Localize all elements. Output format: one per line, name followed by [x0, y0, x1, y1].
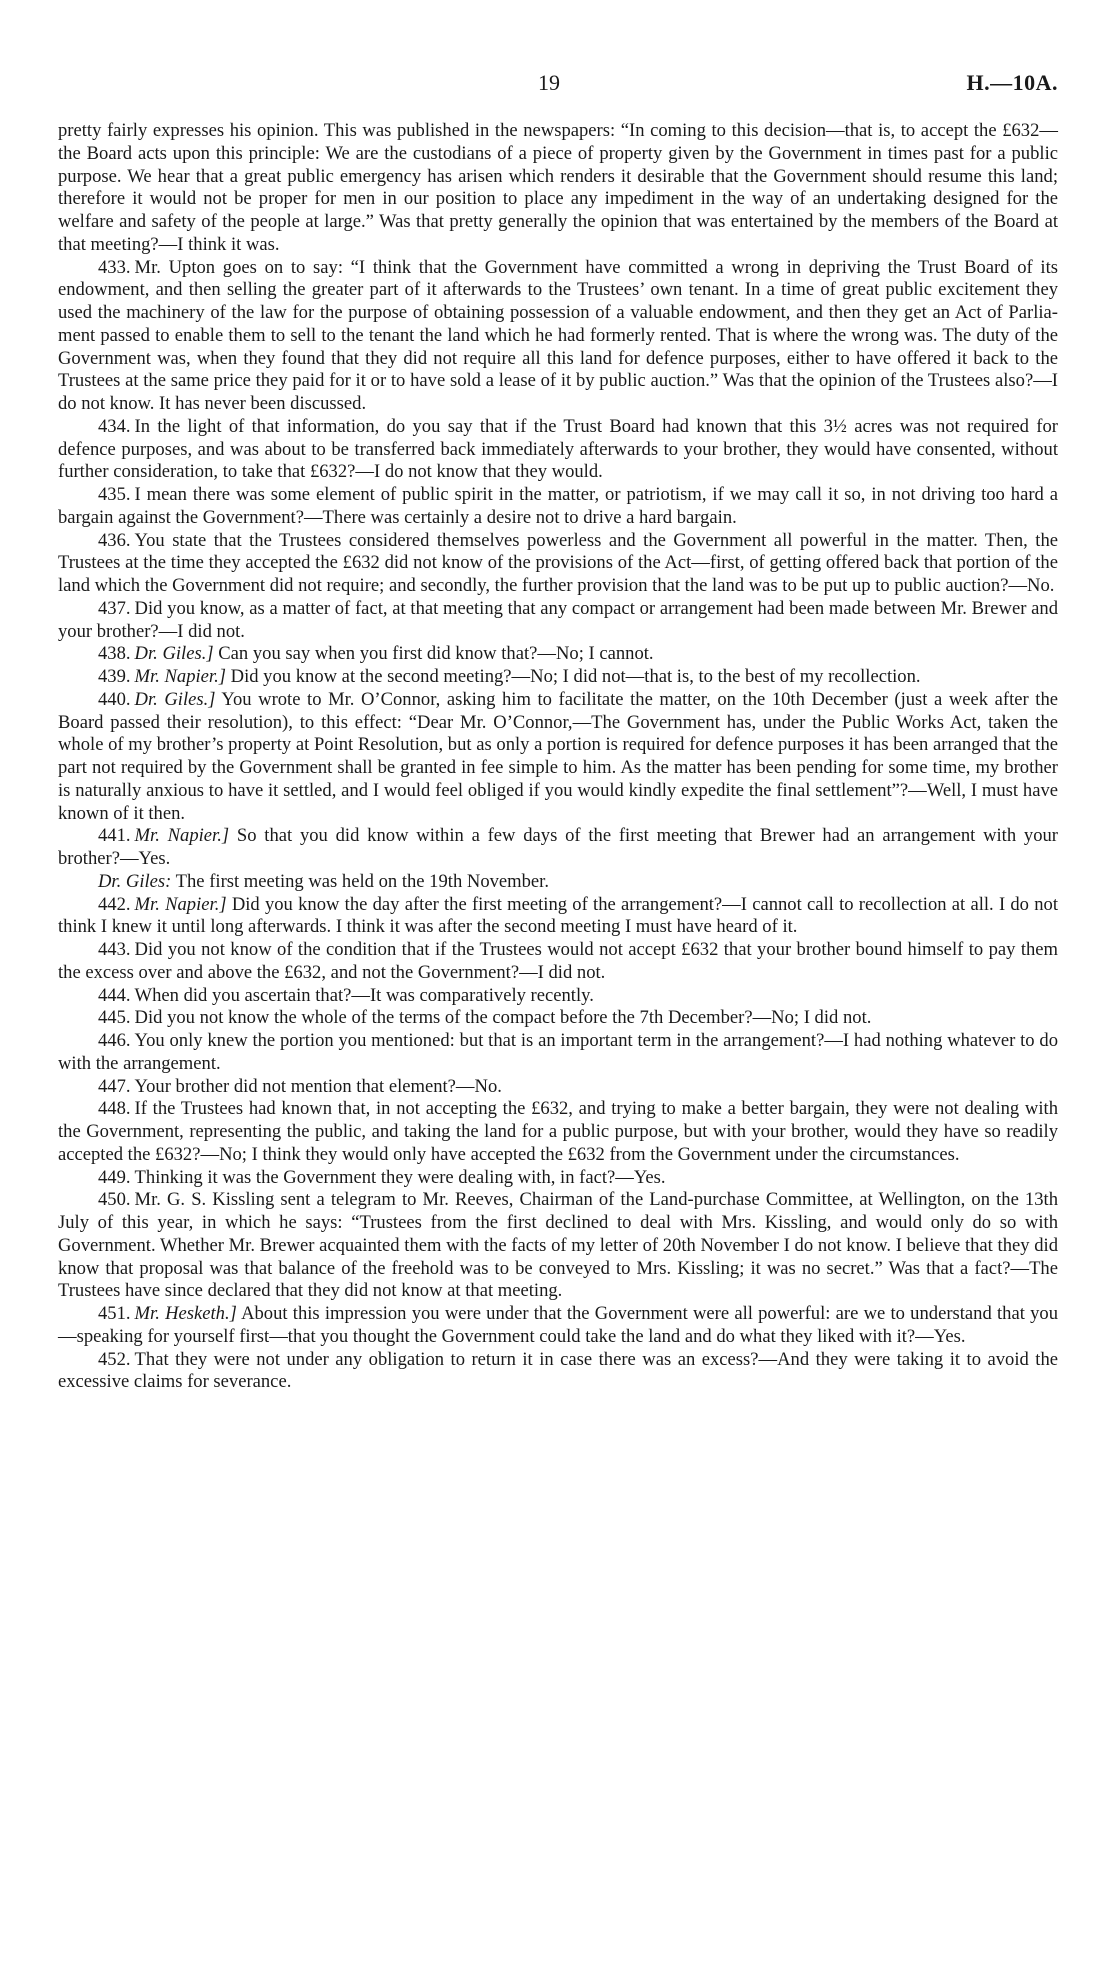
question-number: 444.	[98, 984, 131, 1006]
testimony-paragraph	[58, 666, 1058, 689]
speaker-label: Mr. Napier.]	[134, 666, 226, 687]
question-number: 438.	[98, 643, 131, 665]
testimony-paragraph	[58, 1007, 1058, 1030]
speaker-label: Dr. Giles.]	[134, 688, 216, 710]
testimony-paragraph	[58, 1189, 1058, 1303]
paragraph-text: If the Trustees had known that, in not accepting the £632, and trying to make a better bargain, they were not dealing with the Government, representing the public, and taking the land for a public purpose, but with your brother, would they have so readily accepted the £632?—No; I think they would only have accepted the £632 from the Government under the circumstances.	[58, 1098, 1058, 1165]
paragraph-text: pretty fairly expresses his opinion. This was published in the newspapers: “In coming to this decision—that is, to accept the £632—the Board acts upon this principle: We are the custodians of a piece of property given by the Government in times past for a public purpose. We hear that a great public emergency has arisen which renders it desirable that the Government should resume this land; therefore it would not be proper for men in our position to place any impediment in the way of an undertaking designed for the welfare and safety of the people at large.” Was that pretty generally the opinion that was entertained by the members of the Board at that meeting?—I think it was.	[58, 120, 1058, 255]
paragraph-text: That they were not under any obligation to return it in case there was an excess?—And they were taking it to avoid the excessive claims for severance.	[58, 1348, 1058, 1393]
testimony-paragraph	[58, 416, 1058, 484]
paragraph-text: In the light of that information, do you say that if the Trust Board had known that this 3½ acres was not required for defence purposes, and was about to be transferred back immediately afterwards to your brother, they would have consented, without further consideration, to take that £632?—I do not know that they would.	[58, 415, 1058, 483]
speaker-label: Mr. Napier.]	[134, 893, 227, 915]
question-number: 439.	[98, 666, 131, 687]
testimony-paragraph	[58, 825, 1058, 871]
speaker-label: Dr. Giles:	[98, 870, 172, 892]
speaker-label: Dr. Giles.]	[134, 643, 214, 665]
paragraph-text: Did you not know of the condition that if the Trustees would not accept £632 that your brother bound himself to pay them the excess over and above the £632, and not the Government?—I did not.	[58, 939, 1058, 983]
question-number: 437.	[98, 597, 131, 619]
paragraph-text: About this impression you were under that the Government were all powerful: are we to understand that you—speaking for yourself first—that you thought the Government could take the land and do what they liked with it?—Yes.	[58, 1303, 1058, 1347]
testimony-paragraph	[58, 871, 1058, 894]
testimony-paragraph	[58, 1030, 1058, 1076]
testimony-paragraph	[58, 530, 1058, 598]
testimony-paragraph	[58, 985, 1058, 1008]
testimony-paragraph	[58, 484, 1058, 530]
paragraph-text: Did you know, as a matter of fact, at that meeting that any compact or arrangement had been made between Mr. Brewer and your brother?—I did not.	[58, 597, 1058, 642]
paragraph-text: When did you ascertain that?—It was comparatively recently.	[134, 984, 594, 1006]
question-number: 451.	[98, 1303, 131, 1324]
testimony-paragraph	[58, 1303, 1058, 1349]
paragraph-text: So that you did know within a few days of the first meeting that Brewer had an arrangement with your brother?—Yes.	[58, 825, 1058, 869]
testimony-paragraph	[58, 939, 1058, 985]
question-number: 446.	[98, 1030, 131, 1051]
speaker-label: Mr. Napier.]	[134, 825, 230, 847]
question-number: 443.	[98, 939, 131, 960]
minutes-of-evidence	[58, 120, 1058, 1394]
testimony-paragraph	[58, 643, 1058, 666]
page-number: 19	[538, 70, 560, 95]
paragraph-text: You only knew the portion you mentioned: but that is an important term in the arrangement?—I had nothing whatever to do with the arrangement.	[58, 1030, 1058, 1074]
paragraph-text: The first meeting was held on the 19th November.	[175, 870, 549, 892]
paragraph-text: Mr. Upton goes on to say: “I think that the Government have committed a wrong in depriving the Trust Board of its endowment, and then selling the greater part of it afterwards to the Trustees’ own tenant. In a time of great public excitement they used the machinery of the law for the purpose of obtaining possession of a valuable endowment, and then they get an Act of Parliament passed to enable them to sell to the tenant the land which he had formerly rented. That is where the wrong was. The duty of the Government was, when they found that they did not require all this land for defence purposes, either to have offered it back to the Trustees at the same price they paid for it or to have sold a lease of it by public auction.” Was that the opinion of the Trustees also?—I do not know. It has never been discussed.	[58, 256, 1058, 414]
question-number: 442.	[98, 893, 131, 915]
testimony-paragraph	[58, 598, 1058, 644]
testimony-paragraph	[58, 1349, 1058, 1395]
paragraph-text: Did you know at the second meeting?—No; I did not—that is, to the best of my recollection.	[230, 666, 921, 687]
document-page	[58, 70, 1058, 1394]
question-number: 449.	[98, 1166, 131, 1188]
paragraph-text: You wrote to Mr. O’Connor, asking him to facilitate the matter, on the 10th December (just a week after the Board passed their resolution), to this effect: “Dear Mr. O’Connor,—The Government has, under the Public Works Act, taken the whole of my brother’s property at Point Resolution, but as only a portion is required for defence purposes it has been arranged that the part not required by the Government shall be granted in fee simple to him. As the matter has been pending for some time, my brother is naturally anxious to have it settled, and I would feel obliged if you would kindly expedite the final settlement”?—Well, I must have known of it then.	[58, 688, 1058, 824]
testimony-paragraph	[58, 1076, 1058, 1099]
question-number: 440.	[98, 688, 131, 710]
testimony-paragraph	[58, 120, 1058, 257]
question-number: 445.	[98, 1007, 131, 1029]
question-number: 448.	[98, 1098, 131, 1120]
paragraph-text: Did you not know the whole of the terms of the compact before the 7th December?—No; I did not.	[134, 1007, 872, 1029]
question-number: 436.	[98, 529, 131, 551]
paragraph-text: Did you know the day after the first meeting of the arrangement?—I cannot call to recollection at all. I do not think I knew it until long afterwards. I think it was after the second meeting I must have heard of it.	[58, 893, 1058, 938]
testimony-paragraph	[58, 257, 1058, 416]
question-number: 435.	[98, 484, 131, 505]
question-number: 447.	[98, 1075, 131, 1097]
question-number: 434.	[98, 415, 131, 437]
testimony-paragraph	[58, 1167, 1058, 1190]
document-reference: H.—10A.	[966, 70, 1058, 95]
paragraph-text: I mean there was some element of public spirit in the matter, or patriotism, if we may call it so, in not driving too hard a bargain against the Government?—There was certainly a desire not to drive a hard bargain.	[58, 484, 1058, 528]
testimony-paragraph	[58, 894, 1058, 940]
question-number: 441.	[98, 825, 131, 847]
testimony-paragraph	[58, 689, 1058, 826]
question-number: 450.	[98, 1189, 131, 1211]
question-number: 452.	[98, 1348, 131, 1370]
paragraph-text: Can you say when you first did know that?—No; I cannot.	[218, 643, 654, 665]
question-number: 433.	[98, 256, 131, 278]
speaker-label: Mr. Hesketh.]	[134, 1303, 237, 1324]
paragraph-text: Mr. G. S. Kissling sent a telegram to Mr. Reeves, Chairman of the Land-purchase Committee, at Wellington, on the 13th July of this year, in which he says: “Trustees from the first declined to deal with Mrs. Kissling, and would only do so with Government. Whether Mr. Brewer acquainted them with the facts of my letter of 20th November I do not know. I believe that they did know that proposal was that balance of the freehold was to be conveyed to Mrs. Kissling; it was no secret.” Was that a fact?—The Trustees have since declared that they did not know at that meeting.	[58, 1189, 1058, 1302]
paragraph-text: You state that the Trustees considered themselves powerless and the Government all powerful in the matter. Then, the Trustees at the time they accepted the £632 did not know of the provisions of the Act—first, of getting offered back that portion of the land which the Government did not require; and secondly, the further provision that the land was to be put up to public auction?—No.	[58, 529, 1058, 596]
page-header	[58, 70, 1058, 106]
paragraph-text: Your brother did not mention that element?—No.	[134, 1075, 502, 1097]
paragraph-text: Thinking it was the Government they were dealing with, in fact?—Yes.	[134, 1166, 666, 1188]
testimony-paragraph	[58, 1098, 1058, 1166]
